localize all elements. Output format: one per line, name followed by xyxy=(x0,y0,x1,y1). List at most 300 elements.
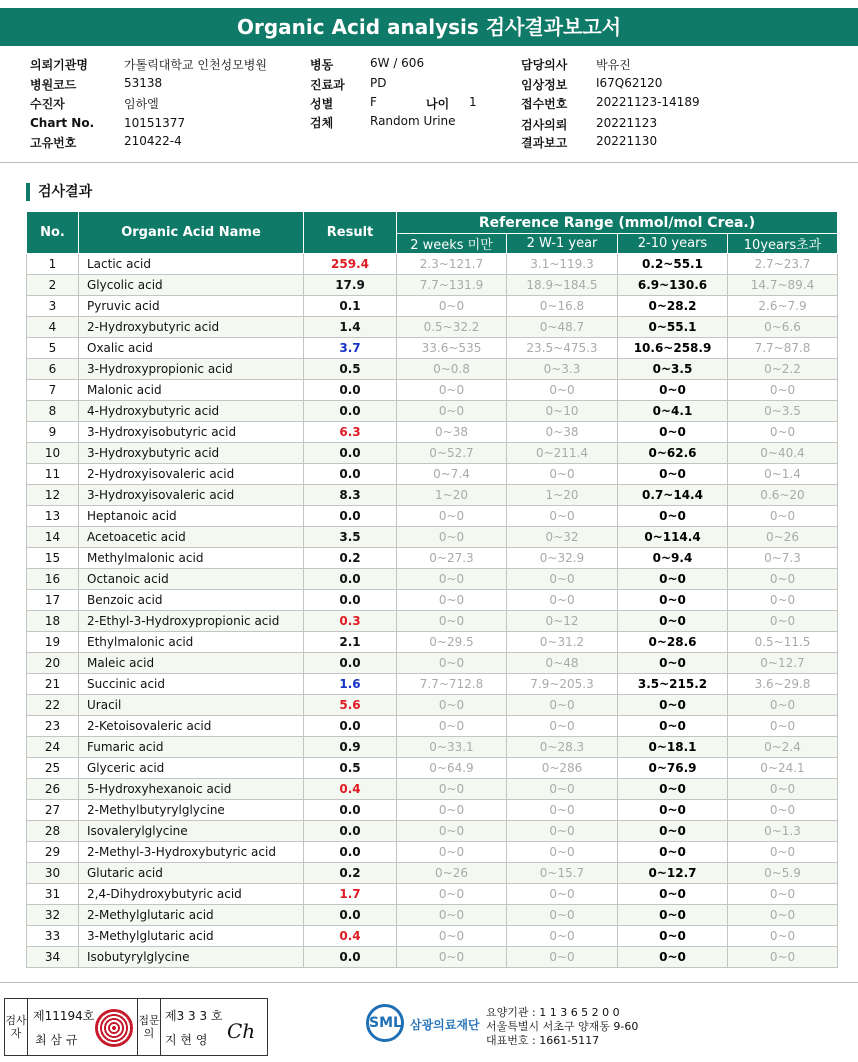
ref-range: 0~0 xyxy=(507,464,618,485)
ref-range: 0~0 xyxy=(397,905,507,926)
info-value: 박유진 xyxy=(596,58,631,72)
ref-range: 0~7.3 xyxy=(728,548,838,569)
result-value: 0.5 xyxy=(304,359,397,380)
handwritten-signature: Ch xyxy=(227,1019,256,1043)
table-row xyxy=(27,947,838,968)
ref-range-applicable: 0~0 xyxy=(618,611,728,632)
ref-range: 0~33.1 xyxy=(397,737,507,758)
section-title: 검사결과 xyxy=(26,183,92,201)
table-row xyxy=(27,779,838,800)
table-row xyxy=(27,842,838,863)
result-value: 0.0 xyxy=(304,653,397,674)
result-value: 1.7 xyxy=(304,884,397,905)
ref-range: 0~40.4 xyxy=(728,443,838,464)
info-label: 병원코드 xyxy=(30,78,77,92)
acid-name: Glyceric acid xyxy=(79,758,304,779)
ref-range: 0~0 xyxy=(728,506,838,527)
table-row xyxy=(27,464,838,485)
result-value: 2.1 xyxy=(304,632,397,653)
col-subheader: 2 weeks 미만 xyxy=(397,234,507,254)
info-value: I67Q62120 xyxy=(596,76,663,90)
table-row xyxy=(27,926,838,947)
confirm-name: 지 현 영 xyxy=(165,1033,208,1047)
row-no: 8 xyxy=(27,401,79,422)
ref-range: 0~0 xyxy=(397,527,507,548)
acid-name: Heptanoic acid xyxy=(79,506,304,527)
result-value: 0.0 xyxy=(304,905,397,926)
result-value: 8.3 xyxy=(304,485,397,506)
acid-name: 2-Ketoisovaleric acid xyxy=(79,716,304,737)
ref-range: 0~0 xyxy=(397,296,507,317)
result-value: 1.6 xyxy=(304,674,397,695)
acid-name: 3-Hydroxyisobutyric acid xyxy=(79,422,304,443)
ref-range-applicable: 0~0 xyxy=(618,590,728,611)
col-header-result: Result xyxy=(304,212,397,254)
acid-name: 3-Hydroxypropionic acid xyxy=(79,359,304,380)
acid-name: Malonic acid xyxy=(79,380,304,401)
table-row xyxy=(27,527,838,548)
acid-name: Benzoic acid xyxy=(79,590,304,611)
result-value: 3.7 xyxy=(304,338,397,359)
ref-range: 0~28.3 xyxy=(507,737,618,758)
result-value: 0.0 xyxy=(304,380,397,401)
ref-range: 0~16.8 xyxy=(507,296,618,317)
row-no: 17 xyxy=(27,590,79,611)
inspector-label: 검사자 xyxy=(5,999,28,1055)
table-row xyxy=(27,254,838,275)
acid-name: Pyruvic acid xyxy=(79,296,304,317)
ref-range-applicable: 0~55.1 xyxy=(618,317,728,338)
ref-range-applicable: 0~76.9 xyxy=(618,758,728,779)
ref-range: 0~0 xyxy=(507,779,618,800)
ref-range: 0~0 xyxy=(397,926,507,947)
ref-range-applicable: 0~0 xyxy=(618,464,728,485)
ref-range: 0~0 xyxy=(728,569,838,590)
acid-name: Octanoic acid xyxy=(79,569,304,590)
acid-name: 2-Hydroxyisovaleric acid xyxy=(79,464,304,485)
ref-range-applicable: 0~9.4 xyxy=(618,548,728,569)
row-no: 29 xyxy=(27,842,79,863)
result-value: 0.5 xyxy=(304,758,397,779)
ref-range-applicable: 10.6~258.9 xyxy=(618,338,728,359)
row-no: 27 xyxy=(27,800,79,821)
row-no: 31 xyxy=(27,884,79,905)
ref-range-applicable: 0~0 xyxy=(618,569,728,590)
ref-range: 14.7~89.4 xyxy=(728,275,838,296)
ref-range: 0~32.9 xyxy=(507,548,618,569)
ref-range: 3.6~29.8 xyxy=(728,674,838,695)
ref-range: 0~10 xyxy=(507,401,618,422)
ref-range-applicable: 0~0 xyxy=(618,779,728,800)
ref-range: 7.9~205.3 xyxy=(507,674,618,695)
row-no: 16 xyxy=(27,569,79,590)
table-row xyxy=(27,821,838,842)
ref-range-applicable: 0~0 xyxy=(618,422,728,443)
result-value: 0.0 xyxy=(304,569,397,590)
row-no: 28 xyxy=(27,821,79,842)
result-value: 0.2 xyxy=(304,863,397,884)
info-label: 접수번호 xyxy=(521,97,568,111)
row-no: 20 xyxy=(27,653,79,674)
acid-name: 2-Hydroxybutyric acid xyxy=(79,317,304,338)
ref-range: 0~0 xyxy=(507,947,618,968)
ref-range: 7.7~131.9 xyxy=(397,275,507,296)
row-no: 22 xyxy=(27,695,79,716)
ref-range-applicable: 0.7~14.4 xyxy=(618,485,728,506)
ref-range-applicable: 0~0 xyxy=(618,716,728,737)
acid-name: Maleic acid xyxy=(79,653,304,674)
age-label: 나이 xyxy=(426,97,450,111)
ref-range-applicable: 0~0 xyxy=(618,506,728,527)
ref-range: 0~0 xyxy=(397,590,507,611)
result-value: 0.0 xyxy=(304,506,397,527)
table-row xyxy=(27,800,838,821)
info-label: 결과보고 xyxy=(521,136,568,150)
ref-range: 0.5~32.2 xyxy=(397,317,507,338)
ref-range: 0~0 xyxy=(397,800,507,821)
info-label: 진료과 xyxy=(310,78,345,92)
ref-range: 0~0 xyxy=(507,506,618,527)
table-row xyxy=(27,884,838,905)
info-value: 20221130 xyxy=(596,134,658,148)
info-value: 10151377 xyxy=(124,116,186,130)
acid-name: 2-Methylbutyrylglycine xyxy=(79,800,304,821)
ref-range-applicable: 0~0 xyxy=(618,842,728,863)
ref-range: 0~0 xyxy=(507,800,618,821)
ref-range: 0~1.4 xyxy=(728,464,838,485)
table-row xyxy=(27,422,838,443)
ref-range: 0~0 xyxy=(397,884,507,905)
result-value: 3.5 xyxy=(304,527,397,548)
ref-range-applicable: 0~0 xyxy=(618,653,728,674)
confirm-license: 제3 3 3 호 xyxy=(165,1009,223,1023)
ref-range: 0~26 xyxy=(728,527,838,548)
ref-range: 0~0 xyxy=(507,590,618,611)
org-name: 삼광의료재단 xyxy=(410,1018,480,1032)
ref-range: 0~52.7 xyxy=(397,443,507,464)
result-value: 0.3 xyxy=(304,611,397,632)
col-header-name: Organic Acid Name xyxy=(79,212,304,254)
table-row xyxy=(27,485,838,506)
ref-range-applicable: 0~28.2 xyxy=(618,296,728,317)
confirm-label: 접문의 xyxy=(137,999,161,1055)
ref-range: 0~0 xyxy=(728,422,838,443)
row-no: 7 xyxy=(27,380,79,401)
row-no: 6 xyxy=(27,359,79,380)
ref-range: 0~6.6 xyxy=(728,317,838,338)
ref-range: 2.3~121.7 xyxy=(397,254,507,275)
ref-range: 0~0 xyxy=(728,884,838,905)
table-row xyxy=(27,695,838,716)
table-row xyxy=(27,653,838,674)
result-value: 0.0 xyxy=(304,947,397,968)
results-table xyxy=(26,211,838,968)
table-row xyxy=(27,548,838,569)
result-value: 0.0 xyxy=(304,443,397,464)
acid-name: 3-Hydroxyisovaleric acid xyxy=(79,485,304,506)
row-no: 32 xyxy=(27,905,79,926)
info-value: Random Urine xyxy=(370,114,456,128)
info-value: F xyxy=(370,95,377,109)
ref-range: 0~211.4 xyxy=(507,443,618,464)
ref-range-applicable: 0~0 xyxy=(618,947,728,968)
acid-name: Ethylmalonic acid xyxy=(79,632,304,653)
acid-name: 3-Methylglutaric acid xyxy=(79,926,304,947)
acid-name: Glutaric acid xyxy=(79,863,304,884)
result-value: 0.4 xyxy=(304,779,397,800)
acid-name: Oxalic acid xyxy=(79,338,304,359)
ref-range: 7.7~87.8 xyxy=(728,338,838,359)
ref-range: 0~29.5 xyxy=(397,632,507,653)
table-row xyxy=(27,380,838,401)
ref-range: 0~0 xyxy=(507,884,618,905)
info-label: 성별 xyxy=(310,97,334,111)
row-no: 33 xyxy=(27,926,79,947)
ref-range: 0~7.4 xyxy=(397,464,507,485)
ref-range: 2.6~7.9 xyxy=(728,296,838,317)
ref-range: 23.5~475.3 xyxy=(507,338,618,359)
ref-range: 0~0 xyxy=(397,569,507,590)
seal-stamp xyxy=(95,1009,133,1047)
row-no: 14 xyxy=(27,527,79,548)
contact-line: 요양기관 : 1 1 3 6 5 2 0 0 xyxy=(486,1006,620,1019)
row-no: 15 xyxy=(27,548,79,569)
info-label: 담당의사 xyxy=(521,58,568,72)
acid-name: Methylmalonic acid xyxy=(79,548,304,569)
acid-name: Glycolic acid xyxy=(79,275,304,296)
info-value: 임하엘 xyxy=(124,97,159,111)
footer xyxy=(0,992,858,1062)
ref-range: 0~3.3 xyxy=(507,359,618,380)
result-value: 0.0 xyxy=(304,401,397,422)
table-row xyxy=(27,632,838,653)
table-row xyxy=(27,863,838,884)
signature-box xyxy=(4,998,268,1056)
ref-range: 2.7~23.7 xyxy=(728,254,838,275)
row-no: 9 xyxy=(27,422,79,443)
ref-range: 0~0 xyxy=(728,611,838,632)
row-no: 25 xyxy=(27,758,79,779)
info-label: 검체 xyxy=(310,116,334,130)
ref-range: 0~38 xyxy=(397,422,507,443)
ref-range: 0.6~20 xyxy=(728,485,838,506)
ref-range: 18.9~184.5 xyxy=(507,275,618,296)
table-row xyxy=(27,338,838,359)
contact-line: 대표번호 : 1661-5117 xyxy=(486,1034,600,1047)
result-value: 0.0 xyxy=(304,821,397,842)
ref-range-applicable: 0~0 xyxy=(618,905,728,926)
ref-range-applicable: 0~4.1 xyxy=(618,401,728,422)
inspector-license: 제11194호 xyxy=(33,1009,95,1023)
col-subheader: 2 W-1 year xyxy=(507,234,618,254)
info-label: 병동 xyxy=(310,58,334,72)
result-value: 0.1 xyxy=(304,296,397,317)
ref-range: 0~0 xyxy=(507,569,618,590)
row-no: 18 xyxy=(27,611,79,632)
table-row xyxy=(27,359,838,380)
ref-range: 0~27.3 xyxy=(397,548,507,569)
divider xyxy=(0,162,858,163)
ref-range: 0~0 xyxy=(397,716,507,737)
table-row xyxy=(27,569,838,590)
ref-range: 33.6~535 xyxy=(397,338,507,359)
result-value: 17.9 xyxy=(304,275,397,296)
acid-name: 2-Ethyl-3-Hydroxypropionic acid xyxy=(79,611,304,632)
ref-range: 0~0 xyxy=(728,380,838,401)
acid-name: Fumaric acid xyxy=(79,737,304,758)
ref-range: 0~0 xyxy=(507,842,618,863)
patient-info xyxy=(0,54,858,150)
info-value: 6W / 606 xyxy=(370,56,425,70)
report-title: Organic Acid analysis 검사결과보고서 xyxy=(0,8,858,46)
ref-range: 0~2.2 xyxy=(728,359,838,380)
ref-range-applicable: 0~0 xyxy=(618,926,728,947)
ref-range: 0~0 xyxy=(397,842,507,863)
ref-range: 0~0 xyxy=(728,800,838,821)
col-header-reference: Reference Range (mmol/mol Crea.) xyxy=(397,212,838,234)
row-no: 13 xyxy=(27,506,79,527)
result-value: 6.3 xyxy=(304,422,397,443)
logo-mark: SML xyxy=(366,1004,404,1042)
ref-range: 0~12.7 xyxy=(728,653,838,674)
table-row xyxy=(27,506,838,527)
row-no: 1 xyxy=(27,254,79,275)
ref-range-applicable: 6.9~130.6 xyxy=(618,275,728,296)
ref-range: 0~0 xyxy=(728,716,838,737)
ref-range: 0~0 xyxy=(507,905,618,926)
ref-range: 0~0.8 xyxy=(397,359,507,380)
acid-name: Isovalerylglycine xyxy=(79,821,304,842)
col-subheader: 2-10 years xyxy=(618,234,728,254)
table-row xyxy=(27,737,838,758)
acid-name: 2-Methylglutaric acid xyxy=(79,905,304,926)
info-label: 검사의뢰 xyxy=(521,118,568,132)
table-row xyxy=(27,716,838,737)
result-value: 0.2 xyxy=(304,548,397,569)
acid-name: Uracil xyxy=(79,695,304,716)
row-no: 23 xyxy=(27,716,79,737)
table-row xyxy=(27,905,838,926)
ref-range: 0~0 xyxy=(728,779,838,800)
ref-range-applicable: 0~0 xyxy=(618,800,728,821)
acid-name: 5-Hydroxyhexanoic acid xyxy=(79,779,304,800)
table-row xyxy=(27,590,838,611)
ref-range-applicable: 0~0 xyxy=(618,695,728,716)
info-value: 210422-4 xyxy=(124,134,182,148)
contact-info xyxy=(486,1006,638,1048)
info-label: 임상정보 xyxy=(521,78,568,92)
ref-range: 1~20 xyxy=(397,485,507,506)
ref-range: 0~3.5 xyxy=(728,401,838,422)
result-value: 0.4 xyxy=(304,926,397,947)
table-row xyxy=(27,674,838,695)
table-row xyxy=(27,275,838,296)
result-value: 0.0 xyxy=(304,800,397,821)
table-row xyxy=(27,443,838,464)
ref-range: 3.1~119.3 xyxy=(507,254,618,275)
acid-name: 2,4-Dihydroxybutyric acid xyxy=(79,884,304,905)
info-value: 20221123-14189 xyxy=(596,95,700,109)
ref-range: 0~0 xyxy=(728,905,838,926)
ref-range: 0~38 xyxy=(507,422,618,443)
acid-name: 2-Methyl-3-Hydroxybutyric acid xyxy=(79,842,304,863)
age-value: 1 xyxy=(469,95,477,109)
inspector-name: 최 삼 규 xyxy=(35,1033,78,1047)
ref-range: 0.5~11.5 xyxy=(728,632,838,653)
ref-range-applicable: 0.2~55.1 xyxy=(618,254,728,275)
ref-range: 0~0 xyxy=(728,947,838,968)
row-no: 4 xyxy=(27,317,79,338)
ref-range: 0~0 xyxy=(397,506,507,527)
ref-range-applicable: 0~18.1 xyxy=(618,737,728,758)
ref-range-applicable: 0~12.7 xyxy=(618,863,728,884)
ref-range: 0~0 xyxy=(728,926,838,947)
ref-range: 0~31.2 xyxy=(507,632,618,653)
ref-range: 0~0 xyxy=(507,695,618,716)
result-value: 0.0 xyxy=(304,464,397,485)
table-row xyxy=(27,611,838,632)
result-value: 5.6 xyxy=(304,695,397,716)
row-no: 26 xyxy=(27,779,79,800)
ref-range-applicable: 0~62.6 xyxy=(618,443,728,464)
row-no: 30 xyxy=(27,863,79,884)
row-no: 21 xyxy=(27,674,79,695)
row-no: 34 xyxy=(27,947,79,968)
info-value: PD xyxy=(370,76,387,90)
ref-range: 0~0 xyxy=(397,947,507,968)
ref-range-applicable: 0~114.4 xyxy=(618,527,728,548)
ref-range: 7.7~712.8 xyxy=(397,674,507,695)
result-value: 1.4 xyxy=(304,317,397,338)
ref-range: 0~0 xyxy=(397,653,507,674)
ref-range: 0~0 xyxy=(397,401,507,422)
ref-range: 0~0 xyxy=(507,380,618,401)
ref-range-applicable: 0~0 xyxy=(618,884,728,905)
acid-name: 3-Hydroxybutyric acid xyxy=(79,443,304,464)
ref-range: 0~0 xyxy=(728,695,838,716)
info-label: 의뢰기관명 xyxy=(30,58,88,72)
result-value: 0.9 xyxy=(304,737,397,758)
acid-name: Acetoacetic acid xyxy=(79,527,304,548)
ref-range-applicable: 0~28.6 xyxy=(618,632,728,653)
ref-range: 0~0 xyxy=(507,926,618,947)
ref-range: 0~64.9 xyxy=(397,758,507,779)
info-value: 가톨릭대학교 인천성모병원 xyxy=(124,58,267,72)
col-header-no: No. xyxy=(27,212,79,254)
ref-range: 0~0 xyxy=(728,842,838,863)
result-value: 0.0 xyxy=(304,716,397,737)
acid-name: Succinic acid xyxy=(79,674,304,695)
row-no: 3 xyxy=(27,296,79,317)
acid-name: Lactic acid xyxy=(79,254,304,275)
ref-range-applicable: 0~0 xyxy=(618,380,728,401)
ref-range: 0~32 xyxy=(507,527,618,548)
ref-range: 0~0 xyxy=(397,821,507,842)
ref-range: 0~0 xyxy=(397,380,507,401)
ref-range: 0~5.9 xyxy=(728,863,838,884)
info-label: 수진자 xyxy=(30,97,65,111)
ref-range: 0~286 xyxy=(507,758,618,779)
ref-range: 0~1.3 xyxy=(728,821,838,842)
table-row xyxy=(27,317,838,338)
ref-range: 0~12 xyxy=(507,611,618,632)
ref-range: 0~0 xyxy=(397,779,507,800)
row-no: 10 xyxy=(27,443,79,464)
result-value: 0.0 xyxy=(304,842,397,863)
ref-range: 0~0 xyxy=(397,695,507,716)
divider xyxy=(0,982,858,983)
ref-range-applicable: 0~0 xyxy=(618,821,728,842)
